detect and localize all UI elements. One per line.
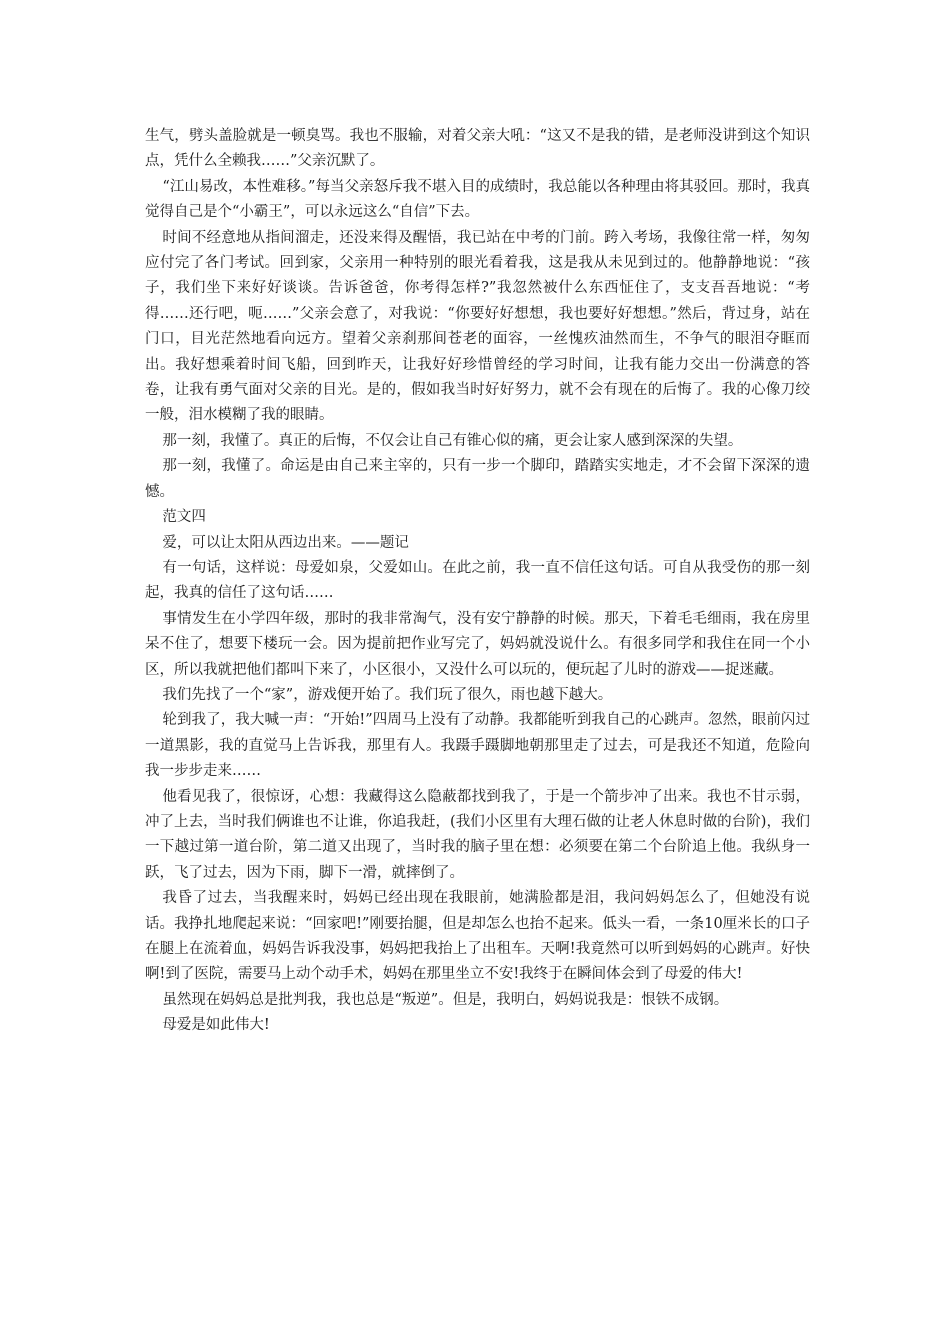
paragraph-14: 虽然现在妈妈总是批判我，我也总是“叛逆”。但是，我明白，妈妈说我是：恨铁不成钢。 (162, 991, 729, 1008)
paragraph-9: 事情发生在小学四年级，那时的我非常淘气，没有安宁静静的时候。那天，下着毛毛细雨，我在房里呆不住了，想要下楼玩一会。因为提前把作业写完了，妈妈就没说什么。有很多同学和我住在同一个小区，所以我就把他们都叫下来了，小区很小，又没什么可以玩的，便玩起了儿时的游戏——捉迷藏。 (145, 610, 810, 678)
paragraph-15: 母爱是如此伟大! (162, 1017, 270, 1034)
paragraph-3: 时间不经意地从指间溜走，还没来得及醒悟，我已站在中考的门前。跨入考场，我像往常一样，匆匆应付完了各门考试。回到家，父亲用一种特别的眼光看着我，这是我从未见到过的。他静静地说：“孩子，我们坐下来好好谈谈。告诉爸爸，你考得怎样?”我忽然被什么东西怔住了，支支吾吾地说：“考得……还行吧，呃……”父亲会意了，对我说：“你要好好想想，我也要好好想想。”然后，背过身，站在门口，目光茫然地看向远方。望着父亲刹那间苍老的面容，一丝愧疚油然而生，不争气的眼泪夺眶而出。我好想乘着时间飞船，回到昨天，让我好好珍惜曾经的学习时间，让我有能力交出一份满意的答卷，让我有勇气面对父亲的目光。是的，假如我当时好好努力，就不会有现在的后悔了。我的心像刀绞一般，泪水模糊了我的眼睛。 (145, 229, 810, 424)
paragraph-10: 我们先找了一个“家”，游戏便开始了。我们玩了很久，雨也越下越大。 (162, 686, 613, 703)
article-body (145, 124, 810, 1039)
paragraph-4: 那一刻，我懂了。真正的后悔，不仅会让自己有锥心似的痛，更会让家人感到深深的失望。 (162, 432, 743, 449)
paragraph-8: 有一句话，这样说：母爱如泉，父爱如山。在此之前，我一直不信任这句话。可自从我受伤的那一刻起，我真的信任了这句话…… (145, 559, 810, 602)
paragraph-1: 生气，劈头盖脸就是一顿臭骂。我也不服输，对着父亲大吼：“这又不是我的错，是老师没讲到这个知识点，凭什么全赖我……”父亲沉默了。 (145, 128, 810, 170)
paragraph-5: 那一刻，我懂了。命运是由自己来主宰的，只有一步一个脚印，踏踏实实地走，才不会留下深深的遗憾。 (145, 458, 810, 500)
paragraph-12: 他看见我了，很惊讶，心想：我藏得这么隐蔽都找到我了，于是一个箭步冲了出来。我也不甘示弱，冲了上去，当时我们俩谁也不让谁，你追我赶，(我们小区里有大理石做的让老人休息时做的台阶)，我们一下越过第一道台阶，第二道又出现了，当时我的脑子里在想：必须要在第二个台阶追上他。我纵身一跃，飞了过去，因为下雨，脚下一滑，就摔倒了。 (145, 788, 810, 881)
epigraph: 爱，可以让太阳从西边出来。——题记 (162, 534, 409, 551)
paragraph-13: 我昏了过去，当我醒来时，妈妈已经出现在我眼前，她满脸都是泪，我问妈妈怎么了，但她没有说话。我挣扎地爬起来说：“回家吧!”刚要抬腿，但是却怎么也抬不起来。低头一看，一条10厘米长的口子在腿上在流着血，妈妈告诉我没事，妈妈把我抬上了出租车。天啊!我竟然可以听到妈妈的心跳声。好快啊!到了医院，需要马上动个动手术，妈妈在那里坐立不安!我终于在瞬间体会到了母爱的伟大! (145, 890, 810, 983)
paragraph-11: 轮到我了，我大喊一声：“开始!”四周马上没有了动静。我都能听到我自己的心跳声。忽然，眼前闪过一道黑影，我的直觉马上告诉我，那里有人。我蹑手蹑脚地朝那里走了过去，可是我还不知道，危险向我一步步走来…… (145, 712, 810, 780)
section-heading: 范文四 (162, 509, 206, 526)
paragraph-2: “江山易改，本性难移。”每当父亲怒斥我不堪入目的成绩时，我总能以各种理由将其驳回。那时，我真觉得自己是个“小霸王”，可以永远这么“自信”下去。 (145, 178, 810, 221)
